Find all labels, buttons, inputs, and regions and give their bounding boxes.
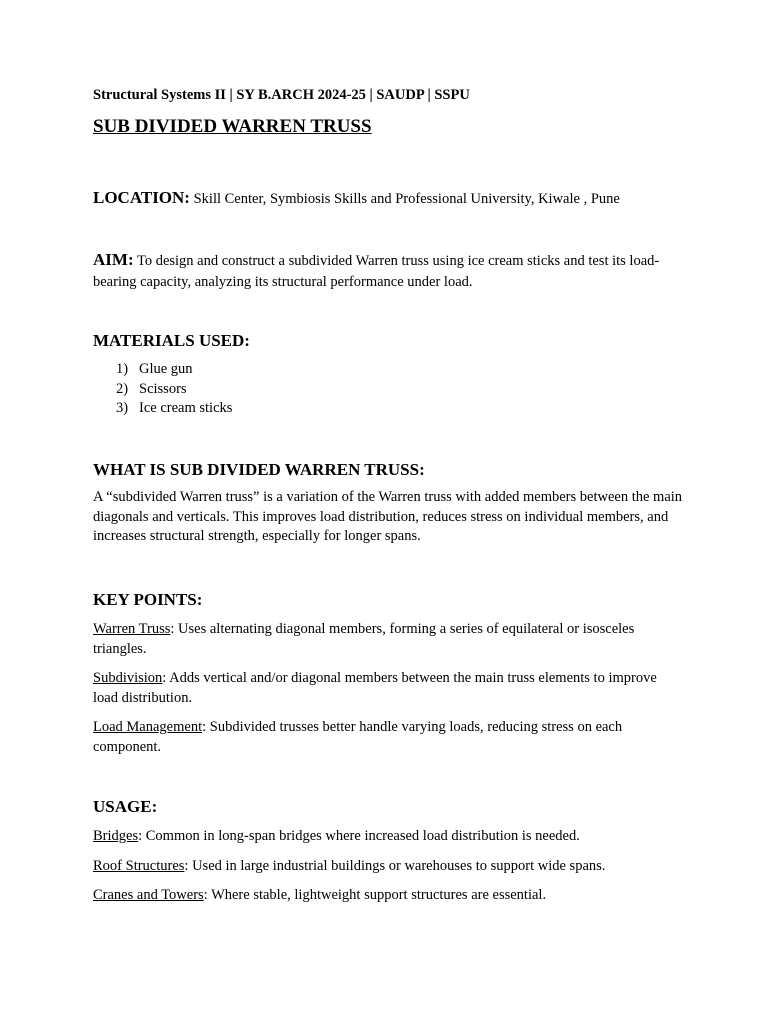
document-title: SUB DIVIDED WARREN TRUSS	[93, 116, 372, 137]
usage-item: Bridges: Common in long-span bridges where increased load distribution is needed.	[93, 828, 580, 844]
aim-label: AIM:	[93, 250, 134, 269]
key-point-term: Subdivision	[93, 670, 163, 686]
what-is-heading: WHAT IS SUB DIVIDED WARREN TRUSS:	[93, 460, 425, 479]
key-point-term: Warren Truss	[93, 621, 171, 637]
key-point-term: Load Management	[93, 719, 203, 735]
course-header: Structural Systems II | SY B.ARCH 2024-25 | SAUDP | SSPU	[93, 87, 470, 103]
key-point-item: Warren Truss: Uses alternating diagonal members, forming a series of equilateral or isosceles triangles.	[93, 621, 635, 657]
materials-list	[93, 360, 683, 419]
location-text: Skill Center, Symbiosis Skills and Professional University, Kiwale , Pune	[189, 191, 620, 207]
usage-item: Roof Structures: Used in large industrial buildings or warehouses to support wide spans.	[93, 857, 606, 874]
aim-text: To design and construct a subdivided Warren truss using ice cream sticks and test its load-bearing capacity, analyzing its structural performance under load.	[93, 253, 660, 290]
materials-heading: MATERIALS USED:	[93, 331, 250, 350]
list-item: 3) Ice cream sticks	[116, 400, 233, 416]
what-is-section	[93, 460, 683, 547]
location-section	[93, 188, 683, 209]
key-points-section	[93, 590, 683, 757]
list-item: 1) Glue gun	[116, 361, 193, 377]
location-label: LOCATION:	[93, 188, 190, 207]
usage-item: Cranes and Towers: Where stable, lightweight support structures are essential.	[93, 887, 547, 903]
materials-section	[93, 331, 683, 419]
what-is-text: A “subdivided Warren truss” is a variation of the Warren truss with added members between the main diagonals and verticals. This improves load distribution, reduces stress on individual members, and increases structural strength, especially for longer spans.	[93, 489, 683, 544]
usage-term: Roof Structures	[93, 857, 185, 874]
usage-heading: USAGE:	[93, 797, 158, 816]
usage-section	[93, 797, 683, 906]
usage-term: Cranes and Towers	[93, 887, 204, 903]
key-point-item: Subdivision: Adds vertical and/or diagonal members between the main truss elements to improve load distribution.	[93, 670, 657, 706]
aim-section	[93, 249, 683, 292]
list-item: 2) Scissors	[116, 380, 187, 397]
key-points-heading: KEY POINTS:	[93, 590, 203, 609]
key-point-item: Load Management: Subdivided trusses better handle varying loads, reducing stress on each component.	[93, 719, 623, 755]
usage-term: Bridges	[93, 828, 139, 844]
